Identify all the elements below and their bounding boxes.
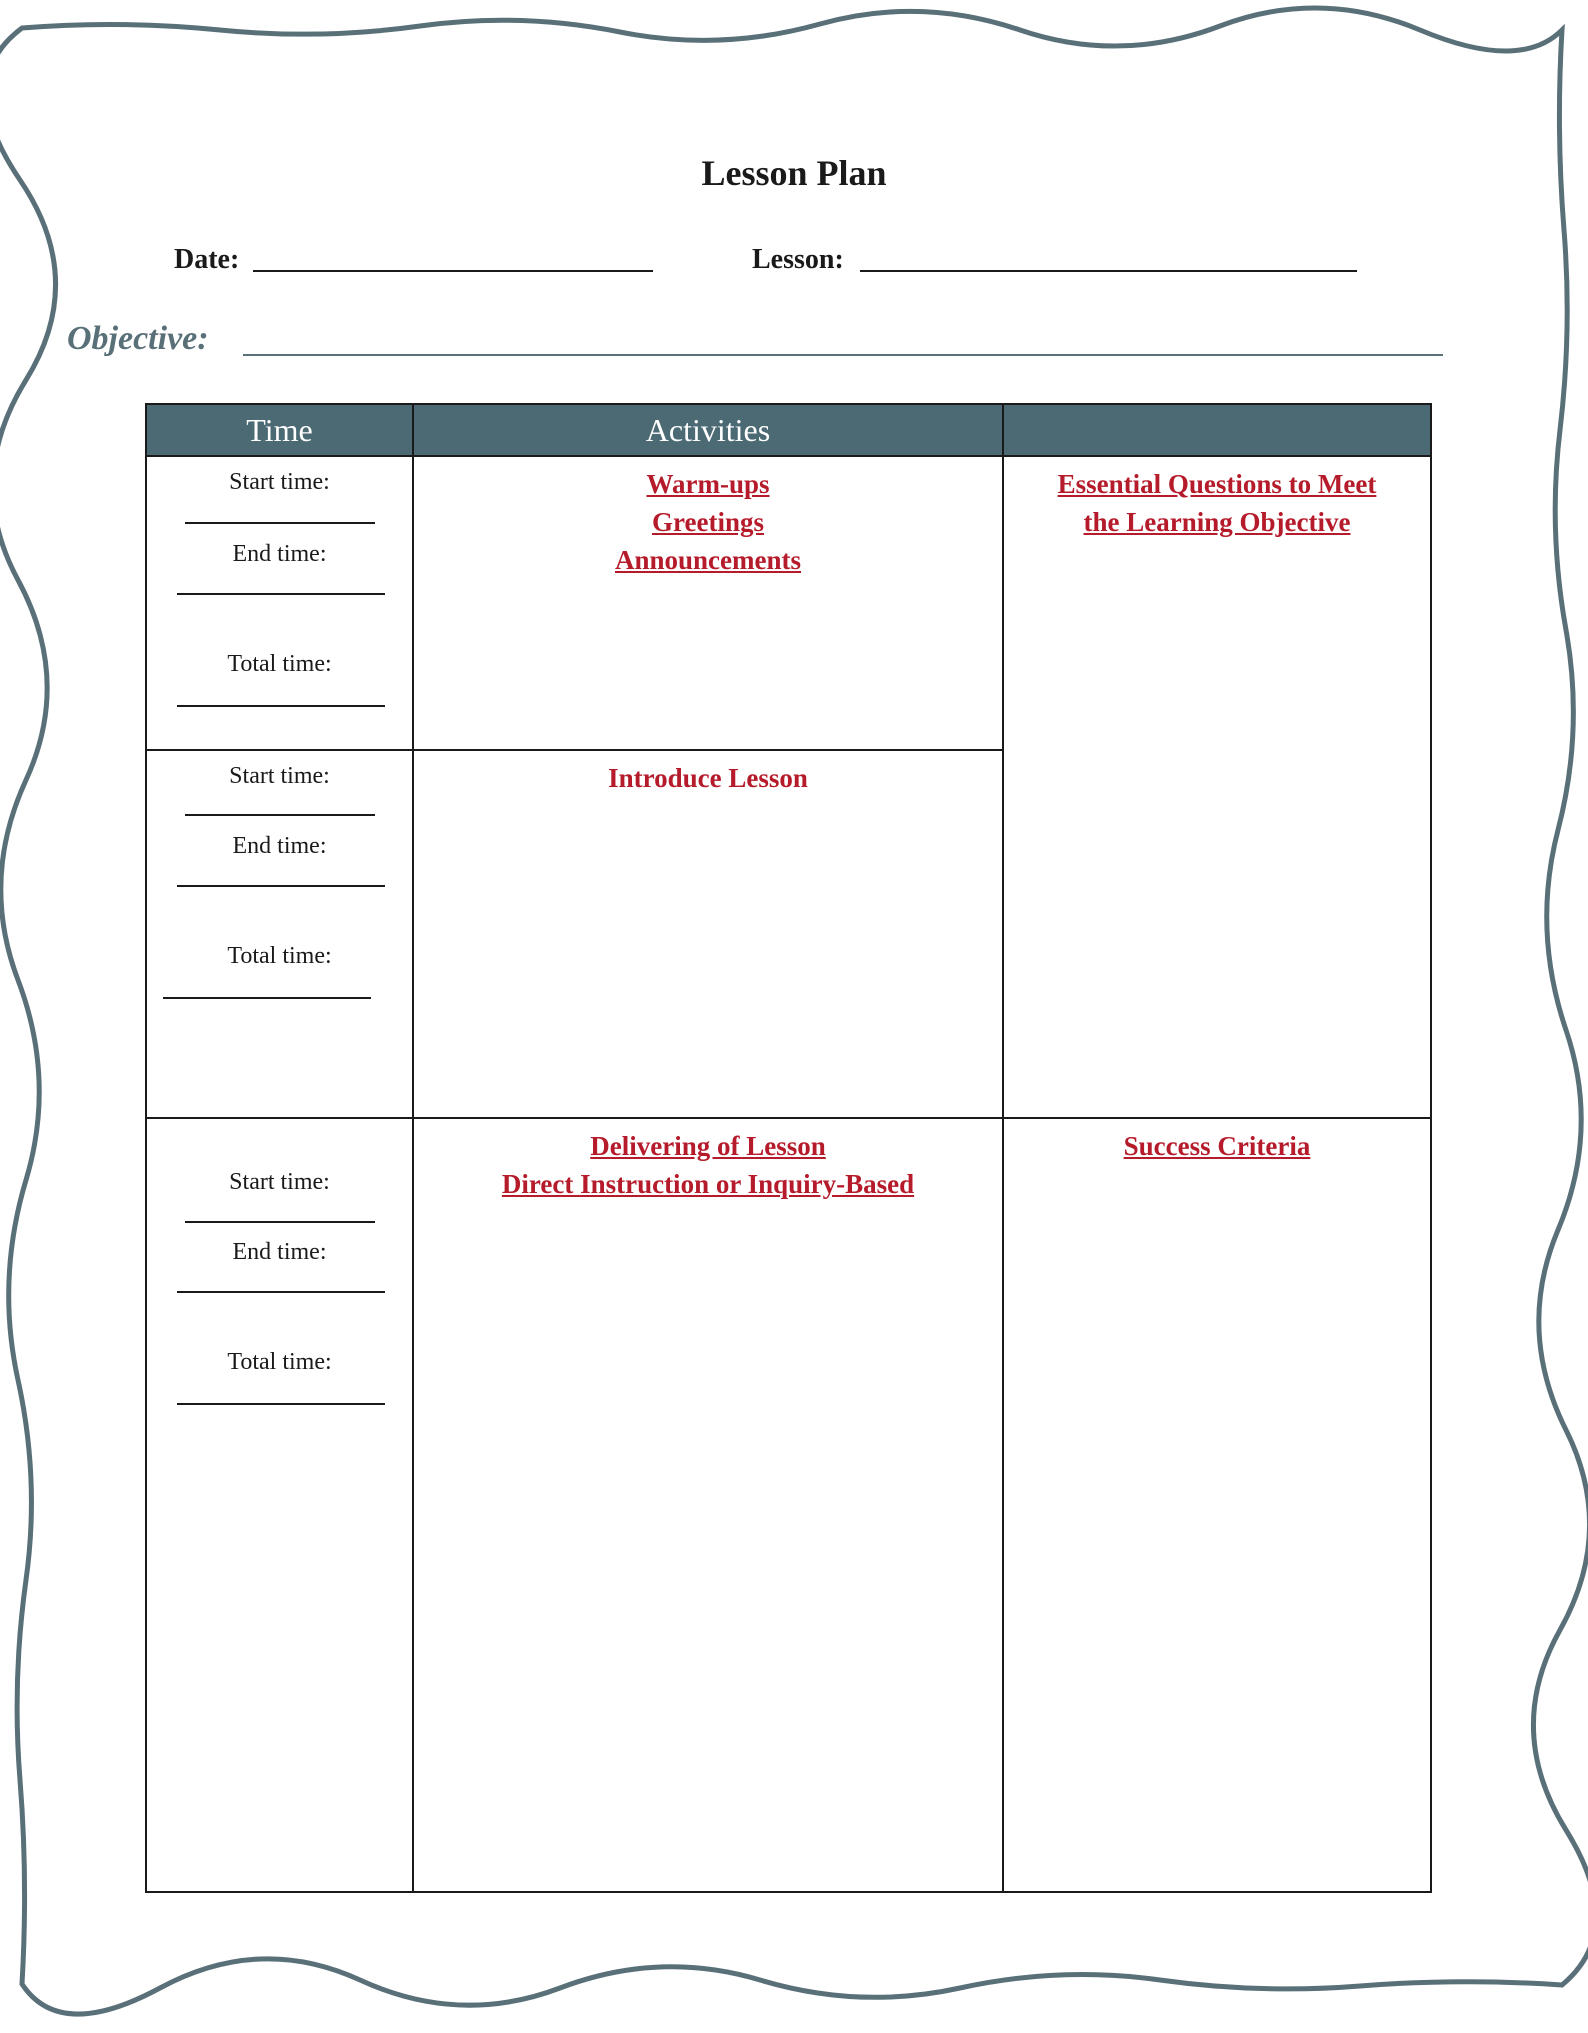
start-time-field[interactable] [185,522,375,524]
end-time-label: End time: [232,1239,327,1265]
lesson-field[interactable] [860,250,1357,272]
objective-field[interactable] [243,330,1443,356]
success-criteria-cell[interactable] [1003,1118,1431,1892]
total-time-label: Total time: [227,943,332,969]
total-time-field[interactable] [163,997,371,999]
column-header-activities: Activities [413,404,1003,456]
total-time-label: Total time: [227,651,332,677]
start-time-label: Start time: [229,763,330,789]
total-time-field[interactable] [177,1403,385,1405]
end-time-label: End time: [232,833,327,859]
column-header-time: Time [146,404,413,456]
start-time-label: Start time: [229,1169,330,1195]
end-time-field[interactable] [177,885,385,887]
essential-questions-line1: Essential Questions to Meet [1057,469,1377,499]
date-label: Date: [174,244,240,275]
time-cell [146,750,413,1118]
essential-questions-line2: the Learning Objective [1083,507,1351,537]
activities-cell[interactable] [413,750,1003,1118]
time-cell [146,456,413,750]
end-time-label: End time: [232,541,327,567]
essential-questions-cell[interactable] [1003,456,1431,1118]
activity-announcements: Announcements [614,545,802,575]
end-time-field[interactable] [177,1291,385,1293]
start-time-field[interactable] [185,1221,375,1223]
table-row [146,456,1431,750]
lesson-plan-table [145,403,1432,1893]
end-time-field[interactable] [177,593,385,595]
objective-label: Objective: [67,320,209,357]
activity-introduce-lesson: Introduce Lesson [608,763,808,793]
start-time-label: Start time: [229,469,330,495]
start-time-field[interactable] [185,814,375,816]
activities-cell[interactable] [413,456,1003,750]
total-time-field[interactable] [177,705,385,707]
success-criteria-label: Success Criteria [1123,1131,1311,1161]
time-cell [146,1118,413,1892]
column-header-third [1003,404,1431,456]
activity-delivering-lesson: Delivering of Lesson [590,1131,826,1161]
lesson-label: Lesson: [752,244,844,275]
activity-greetings: Greetings [652,507,764,537]
activity-direct-instruction: Direct Instruction or Inquiry-Based [501,1169,915,1199]
table-header-row [146,404,1431,456]
activities-cell[interactable] [413,1118,1003,1892]
total-time-label: Total time: [227,1349,332,1375]
table-row [146,1118,1431,1892]
date-field[interactable] [253,250,653,272]
page-title: Lesson Plan [701,153,887,193]
activity-warmups: Warm-ups [646,469,770,499]
